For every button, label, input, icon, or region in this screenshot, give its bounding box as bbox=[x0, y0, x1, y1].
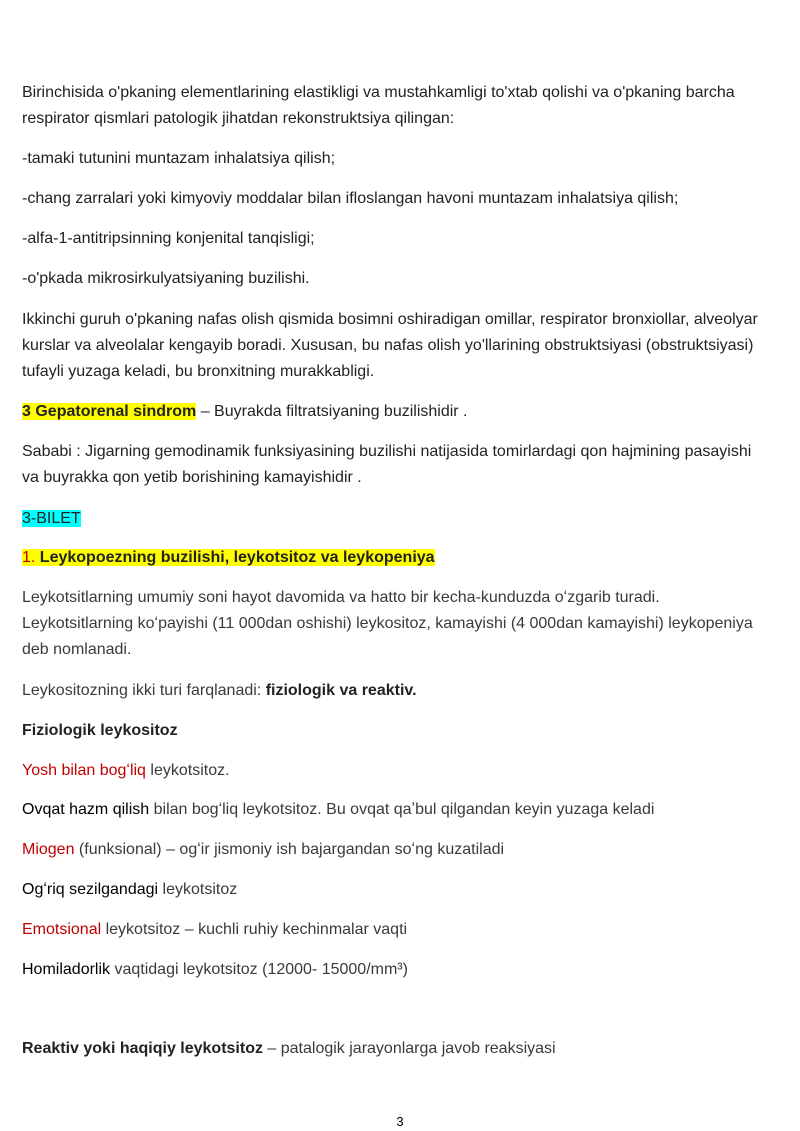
gepatorenal-line bbox=[22, 399, 762, 425]
list-item-1: -tamaki tutunini muntazam inhalatsiya qilish; bbox=[22, 150, 336, 167]
item-rest: (funksional) – ogʻir jismoniy ish bajargandan soʻng kuzatiladi bbox=[74, 841, 505, 858]
list-item-miogen bbox=[22, 837, 762, 863]
list-item-ovqat bbox=[22, 797, 762, 823]
paragraph-leykotsit: Leykotsitlarning umumiy soni hayot davomida va hatto bir kecha-kunduzda oʻzgarib turadi. Leykotsitlarning koʻpayishi (11 000dan oshishi) leykositoz, kamayishi (4 000dan kamayishi) leykopeniya deb nomlanadi. bbox=[22, 589, 753, 658]
item-key: Ogʻriq sezilgandagi bbox=[22, 881, 159, 898]
paragraph-sababi: Sababi : Jigarning gemodinamik funksiyasining buzilishi natijasida tomirlardagi qon hajmining pasayishi va buyrakka qon yetib borishining kamayishidir . bbox=[22, 443, 752, 486]
item-key: Yosh bilan bogʻliq bbox=[22, 762, 146, 779]
list-item-ogriq bbox=[22, 877, 762, 903]
item-key: Ovqat hazm qilish bbox=[22, 801, 150, 818]
list-item-homiladorlik bbox=[22, 957, 762, 983]
types-line bbox=[22, 678, 762, 704]
item-key: Emotsional bbox=[22, 921, 102, 938]
gepatorenal-rest: – Buyrakda filtratsiyaning buzilishidir . bbox=[196, 403, 468, 420]
section-heading bbox=[22, 545, 762, 571]
list-item-4: -o'pkada mikrosirkulyatsiyaning buzilishi. bbox=[22, 270, 310, 287]
list-item-yosh bbox=[22, 758, 762, 784]
item-rest: leykotsitoz – kuchli ruhiy kechinmalar vaqti bbox=[101, 921, 408, 938]
bilet-label: 3-BILET bbox=[22, 510, 81, 527]
page-number: 3 bbox=[396, 1114, 404, 1129]
section-heading-number: 1. bbox=[22, 549, 40, 566]
section-heading-title: Leykopoezning buzilishi, leykotsitoz va leykopeniya bbox=[39, 549, 435, 566]
item-rest: bilan bogʻliq leykotsitoz. Bu ovqat qaʼbul qilgandan keyin yuzaga keladi bbox=[149, 801, 655, 818]
paragraph-birinchisida: Birinchisida o'pkaning elementlarining elastikligi va mustahkamligi to'xtab qolishi va o'pkaning barcha respirator qismlari patologik jihatdan rekonstruktsiya qilingan: bbox=[22, 84, 735, 127]
types-text: Leykositozning ikki turi farqlanadi: bbox=[22, 682, 266, 699]
item-rest: vaqtidagi leykotsitoz (12000- 15000/mm³) bbox=[110, 961, 408, 978]
item-rest: leykotsitoz. bbox=[145, 762, 230, 779]
list-item-emotsional bbox=[22, 917, 762, 943]
list-item-2: -chang zarralari yoki kimyoviy moddalar bilan ifloslangan havoni muntazam inhalatsiya qilish; bbox=[22, 190, 679, 207]
types-bold: fiziologik va reaktiv. bbox=[265, 682, 417, 699]
gepatorenal-title: 3 Gepatorenal sindrom bbox=[22, 403, 197, 420]
item-key: Miogen bbox=[22, 841, 75, 858]
list-item-3: -alfa-1-antitripsinning konjenital tanqisligi; bbox=[22, 230, 315, 247]
reaktiv-rest: – patalogik jarayonlarga javob reaksiyasi bbox=[262, 1040, 556, 1057]
reaktiv-bold: Reaktiv yoki haqiqiy leykotsitoz bbox=[22, 1040, 263, 1057]
paragraph-ikkinchi: Ikkinchi guruh o'pkaning nafas olish qismida bosimni oshiradigan omillar, respirator bronxiollar, alveolyar kurslar va alveolalar kengayib boradi. Xususan, bu nafas olish yo'llarining obstruktsiyasi (obstruktsiyasi) tufayli yuzaga keladi, bu bronxitning murakkabligi. bbox=[22, 311, 758, 380]
item-rest: leykotsitoz bbox=[158, 881, 238, 898]
reaktiv-line bbox=[22, 1036, 762, 1062]
bilet-line bbox=[22, 506, 762, 532]
fiziologik-heading: Fiziologik leykositoz bbox=[22, 722, 178, 739]
item-key: Homiladorlik bbox=[22, 961, 111, 978]
